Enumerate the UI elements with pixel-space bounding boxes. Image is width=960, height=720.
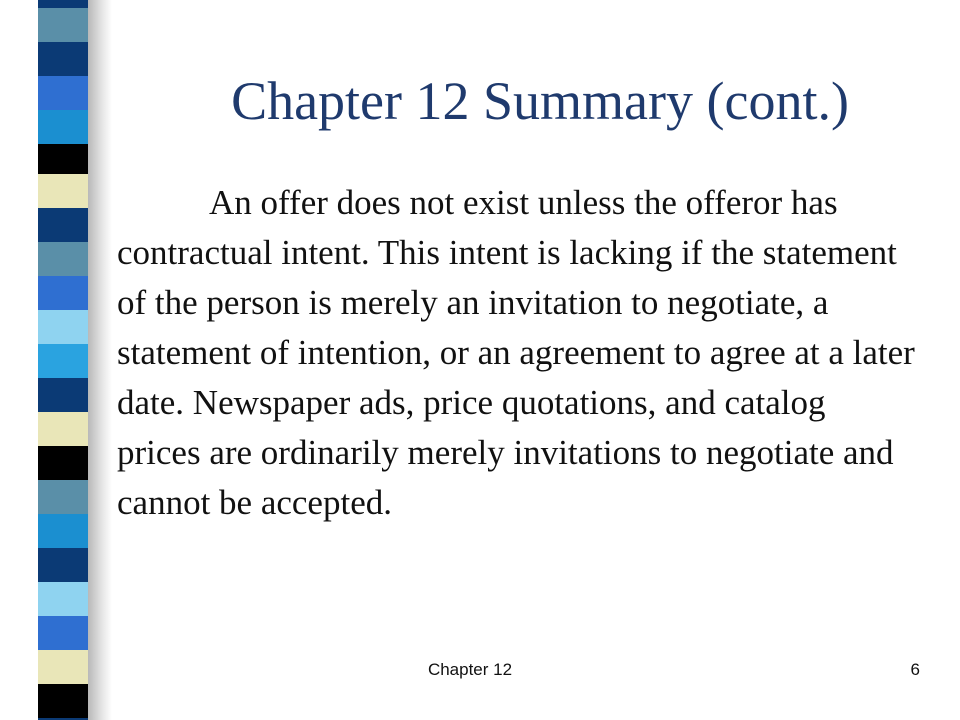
stripe-block [38,684,88,718]
stripe-block [38,110,88,144]
footer-label: Chapter 12 [427,660,513,679]
stripe-block [38,582,88,616]
stripe-block [38,42,88,76]
stripe-block [38,76,88,110]
slide-body: An offer does not exist unless the offeror has contractual intent. This intent is lacking if the statement of the person is merely an invitation to negotiate, a statement of intention, or an agreement to agree at a later date. Newspaper ads, price quotations, and catalog prices are ordinarily merely invitations to negotiate and cannot be accepted. [117,183,915,522]
stripe-block [38,242,88,276]
stripe-block [38,0,88,8]
page-number: 6 [910,660,920,679]
stripe-shadow [88,0,112,720]
stripe-block [38,514,88,548]
stripe-block [38,144,88,174]
stripe-left-bar [0,0,38,720]
stripe-block [38,174,88,208]
stripe-block [38,378,88,412]
stripe-blocks [38,0,88,720]
stripe-block [38,412,88,446]
stripe-block [38,344,88,378]
stripe-block [38,480,88,514]
stripe-block [38,8,88,42]
stripe-block [38,650,88,684]
stripe-block [38,208,88,242]
stripe-block [38,276,88,310]
stripe-block [38,310,88,344]
stripe-block [38,446,88,480]
decorative-stripe [0,0,112,720]
stripe-block [38,548,88,582]
slide-title: Chapter 12 Summary (cont.) [231,71,849,131]
stripe-block [38,616,88,650]
